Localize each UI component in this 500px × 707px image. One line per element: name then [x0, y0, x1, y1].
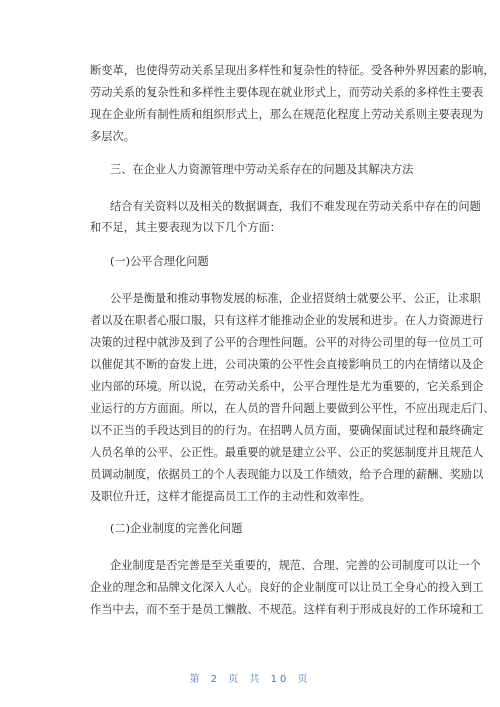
section-heading: 三、在企业人力资源管理中劳动关系存在的问题及其解决方法	[110, 163, 414, 176]
p3-line-10: 及职位升迁，这样才能提高员工工作的主动性和效率性。	[90, 490, 371, 503]
p3-line-5: 业内部的环境。所以说，在劳动关系中，公平合理性是尤为重要的，它关系到企	[90, 380, 484, 393]
p1-line-1: 断变革，也使得劳动关系呈现出多样性和复杂性的特征。受各种外界因素的影响，	[90, 64, 495, 77]
footer-of-label: 共	[249, 674, 263, 685]
footer-page-label: 页	[228, 674, 242, 685]
p1-line-3: 现在企业所有制性质和组织形式上，那么在规范化程度上劳动关系则主要表现为	[90, 108, 484, 121]
p3-line-9: 员调动制度，依据员工的个人表现能力以及工作绩效，给予合理的薪酬、奖励以	[90, 468, 484, 481]
p4-line-1: 企业制度是否完善是至关重要的，规范、合理、完善的公司制度可以让一个	[110, 559, 481, 572]
p3-line-7: 以不正当的手段达到目的的行为。在招聘人员方面，要确保面试过程和最终确定	[90, 424, 484, 437]
page-number-footer	[0, 673, 500, 687]
p4-line-2: 企业的理念和品牌文化深入人心。良好的企业制度可以让员工全身心的投入到工	[90, 581, 484, 594]
p3-line-8: 人员名单的公平、公正性。最重要的就是建立公平、公正的奖惩制度并且规范人	[90, 446, 484, 459]
p1-line-4: 多层次。	[90, 130, 135, 143]
p3-line-2: 者以及在职者心服口服，只有这样才能推动企业的发展和进步。在人力资源进行	[90, 314, 484, 327]
p3-line-3: 决策的过程中就涉及到了公平的合理性问题。公平的对待公司里的每一位员工可	[90, 336, 484, 349]
p2-line-2: 和不足，其主要表现为以下几个方面：	[90, 221, 282, 234]
footer-total-pages: 10	[270, 674, 290, 685]
p1-line-2: 劳动关系的复杂性和多样性主要体现在就业形式上，而劳动关系的多样性主要表	[90, 86, 484, 99]
p4-line-3: 作当中去，而不至于是员工懒散、不规范。这样有利于形成良好的工作环境和工	[90, 603, 484, 616]
p3-line-4: 以催促其不断的奋发上进，公司决策的公平性会直接影响员工的内在情绪以及企	[90, 358, 484, 371]
p3-line-6: 业运行的方方面面。所以，在人员的晋升问题上要做到公平性，不应出现走后门、	[90, 402, 495, 415]
footer-current-page: 2	[210, 674, 221, 685]
p3-line-1: 公平是衡量和推动事物发展的标准，企业招贤纳士就要公平、公正，让求职	[110, 292, 481, 305]
subheading-fairness: (一)公平合理化问题	[110, 255, 209, 268]
footer-suffix: 页	[297, 674, 311, 685]
subheading-system: (二)企业制度的完善化问题	[110, 522, 243, 535]
footer-prefix: 第	[189, 674, 203, 685]
p2-line-1: 结合有关资料以及相关的数据调查，我们不难发现在劳动关系中存在的问题	[110, 200, 481, 213]
